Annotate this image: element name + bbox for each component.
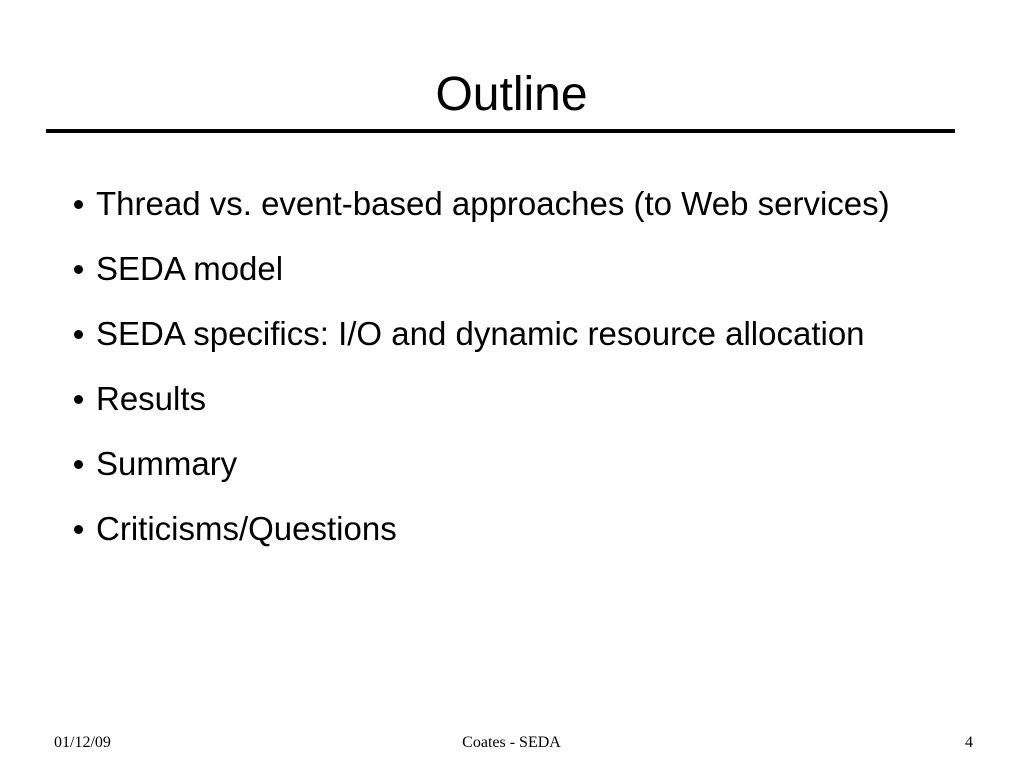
footer-title: Coates - SEDA: [462, 734, 561, 751]
bullet-dot-icon: [74, 265, 83, 274]
bullet-item: [60, 247, 940, 290]
footer-date: 01/12/09: [54, 734, 111, 751]
bullet-text: Results: [96, 380, 207, 417]
footer-page-number: 4: [965, 734, 973, 751]
bullet-list: [60, 182, 940, 572]
bullet-item: [60, 507, 940, 550]
title-underline: [46, 129, 955, 133]
bullet-dot-icon: [74, 330, 83, 339]
bullet-dot-icon: [74, 200, 83, 209]
bullet-item: [60, 182, 940, 225]
bullet-item: [60, 442, 940, 485]
bullet-item: [60, 312, 940, 355]
bullet-text: Criticisms/Questions: [96, 510, 397, 547]
bullet-text: Thread vs. event-based approaches (to Web services): [96, 185, 890, 222]
bullet-dot-icon: [74, 395, 83, 404]
bullet-dot-icon: [74, 525, 83, 534]
bullet-text: Summary: [96, 445, 238, 482]
slide-title: Outline: [435, 68, 588, 121]
bullet-text: SEDA model: [96, 250, 284, 287]
bullet-dot-icon: [74, 460, 83, 469]
bullet-item: [60, 377, 940, 420]
bullet-text: SEDA specifics: I/O and dynamic resource allocation: [96, 315, 865, 352]
